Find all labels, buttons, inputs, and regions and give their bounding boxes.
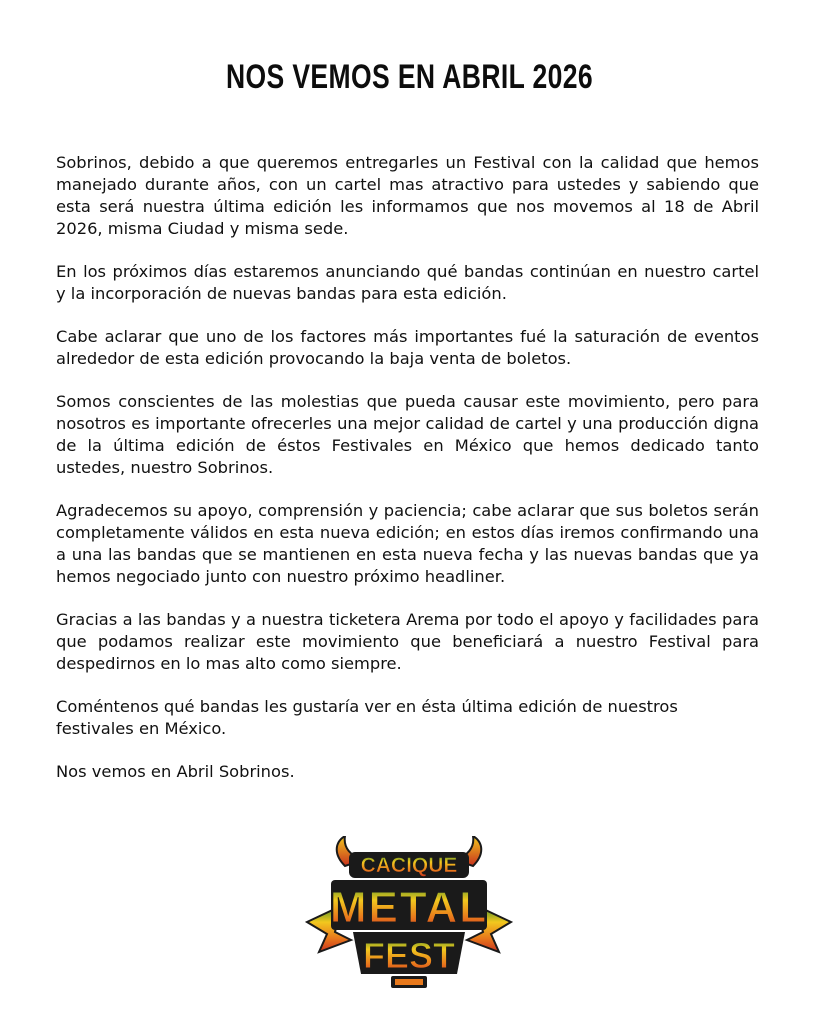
cacique-metal-fest-logo [305, 836, 513, 996]
paragraph-6: Gracias a las bandas y a nuestra ticketera Arema por todo el apoyo y facilidades para que podamos realizar este movimiento que beneficiará a nuestro Festival para despedirnos en lo mas alto como siempre. [56, 610, 759, 673]
page-title: NOS VEMOS EN ABRIL 2026 [225, 58, 594, 96]
paragraph-7: Coméntenos qué bandas les gustaría ver en ésta última edición de nuestros festivales en México. [56, 697, 678, 738]
logo-word-metal: METAL [329, 883, 489, 932]
letter-body [56, 152, 759, 804]
logo-graphic [305, 836, 513, 996]
paragraph-4: Somos conscientes de las molestias que pueda causar este movimiento, pero para nosotros es importante ofrecerles una mejor calidad de cartel y una producción digna de la última edición de éstos Festivales en México que hemos dedicado tanto ustedes, nuestro Sobrinos. [56, 392, 759, 477]
logo-word-cacique: CACIQUE [360, 854, 458, 877]
paragraph-1: Sobrinos, debido a que queremos entregarles un Festival con la calidad que hemos manejado durante años, con un cartel mas atractivo para ustedes y sabiendo que esta será nuestra última edición les informamos que nos movemos al 18 de Abril 2026, misma Ciudad y misma sede. [56, 153, 759, 238]
paragraph-3: Cabe aclarar que uno de los factores más importantes fué la saturación de eventos alrededor de esta edición provocando la baja venta de boletos. [56, 327, 759, 368]
paragraph-2: En los próximos días estaremos anunciando qué bandas continúan en nuestro cartel y la incorporación de nuevas bandas para esta edición. [56, 262, 759, 303]
closing-line: Nos vemos en Abril Sobrinos. [56, 762, 295, 781]
paragraph-5: Agradecemos su apoyo, comprensión y paciencia; cabe aclarar que sus boletos serán completamente válidos en esta nueva edición; en estos días iremos confirmando una a una las bandas que se mantienen en esta nueva fecha y las nuevas bandas que ya hemos negociado junto con nuestro próximo headliner. [56, 501, 759, 586]
logo-word-fest: FEST [362, 935, 456, 976]
